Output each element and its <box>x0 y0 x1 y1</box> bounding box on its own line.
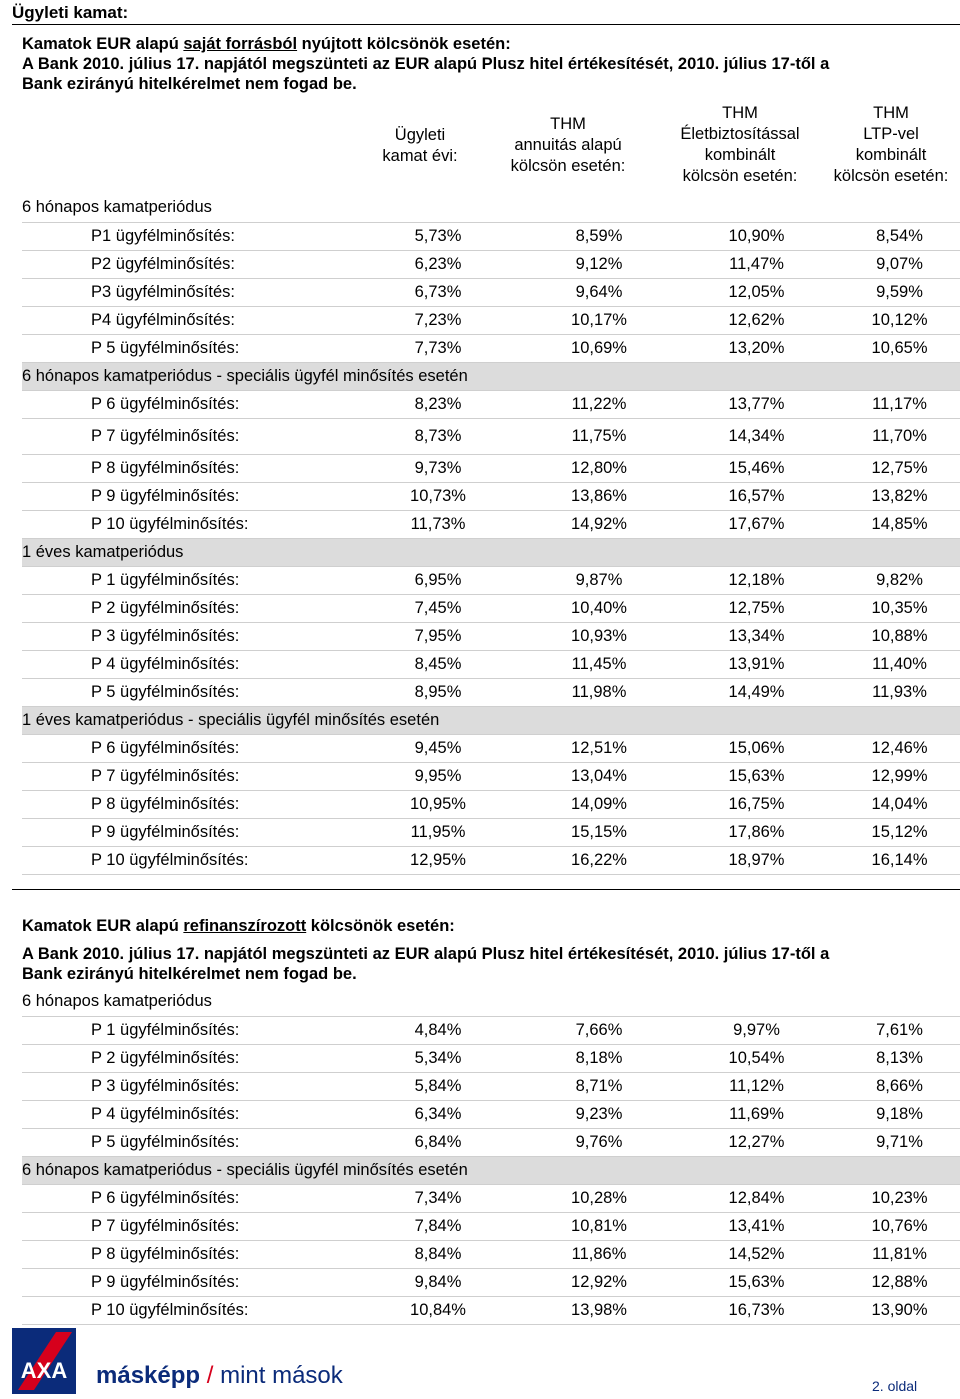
rate-cell: 9,82% <box>839 566 960 594</box>
rate-cell: 15,46% <box>674 454 839 482</box>
rate-cell: 11,75% <box>524 418 674 454</box>
table-row <box>22 1072 960 1100</box>
rating-label: P 10 ügyfélminősítés: <box>22 846 352 874</box>
rate-cell: 10,54% <box>674 1044 839 1072</box>
rate-cell: 10,12% <box>839 306 960 334</box>
table-row <box>22 334 960 362</box>
rate-cell: 6,34% <box>352 1100 524 1128</box>
rate-cell: 17,86% <box>674 818 839 846</box>
rating-label: P2 ügyfélminősítés: <box>22 250 352 278</box>
rate-cell: 7,84% <box>352 1212 524 1240</box>
table-row <box>22 418 960 454</box>
rate-cell: 10,28% <box>524 1184 674 1212</box>
section1-note-line1: A Bank 2010. július 17. napjától megszünteti az EUR alapú Plusz hitel értékesítését, 2010. július 17-től a <box>22 55 830 73</box>
col-header-thm-annuity: THM annuitás alapú kölcsön esetén: <box>510 115 626 175</box>
rate-cell: 9,71% <box>839 1128 960 1156</box>
rate-cell: 16,57% <box>674 482 839 510</box>
rating-label: P1 ügyfélminősítés: <box>22 222 352 250</box>
rate-cell: 14,34% <box>674 418 839 454</box>
rate-cell: 13,91% <box>674 650 839 678</box>
rate-cell: 9,64% <box>524 278 674 306</box>
rating-label: P3 ügyfélminősítés: <box>22 278 352 306</box>
rate-cell: 5,84% <box>352 1072 524 1100</box>
rate-cell: 15,63% <box>674 762 839 790</box>
col-header-interest: Ügyleti kamat évi: <box>382 126 458 165</box>
rate-cell: 11,40% <box>839 650 960 678</box>
rate-cell: 13,04% <box>524 762 674 790</box>
rating-label: P 5 ügyfélminősítés: <box>22 678 352 706</box>
rate-cell: 14,04% <box>839 790 960 818</box>
table-row <box>22 1100 960 1128</box>
section-label: 6 hónapos kamatperiódus - speciális ügyfél minősítés esetén <box>22 1156 960 1184</box>
section-row <box>22 538 960 566</box>
rate-cell: 8,95% <box>352 678 524 706</box>
table-row <box>22 818 960 846</box>
table-row <box>22 790 960 818</box>
rate-cell: 9,87% <box>524 566 674 594</box>
rate-cell: 9,76% <box>524 1128 674 1156</box>
rate-cell: 13,20% <box>674 334 839 362</box>
rating-label: P 8 ügyfélminősítés: <box>22 1240 352 1268</box>
rate-cell: 15,63% <box>674 1268 839 1296</box>
rate-cell: 6,73% <box>352 278 524 306</box>
rating-label: P 5 ügyfélminősítés: <box>22 334 352 362</box>
rating-label: P 5 ügyfélminősítés: <box>22 1128 352 1156</box>
rate-cell: 14,09% <box>524 790 674 818</box>
table-row <box>22 510 960 538</box>
rate-cell: 11,81% <box>839 1240 960 1268</box>
rate-cell: 8,73% <box>352 418 524 454</box>
rate-cell: 14,92% <box>524 510 674 538</box>
table-row <box>22 1128 960 1156</box>
axa-logo <box>12 1328 76 1394</box>
rate-cell: 8,45% <box>352 650 524 678</box>
rate-cell: 18,97% <box>674 846 839 874</box>
rate-cell: 9,59% <box>839 278 960 306</box>
table-row <box>22 678 960 706</box>
rate-cell: 17,67% <box>674 510 839 538</box>
rate-cell: 12,62% <box>674 306 839 334</box>
rate-cell: 12,75% <box>839 454 960 482</box>
rate-cell: 14,52% <box>674 1240 839 1268</box>
rate-cell: 14,49% <box>674 678 839 706</box>
rate-cell: 7,61% <box>839 1016 960 1044</box>
table-row <box>22 390 960 418</box>
table-row <box>22 1296 960 1324</box>
rating-label: P 2 ügyfélminősítés: <box>22 1044 352 1072</box>
table-row <box>22 1268 960 1296</box>
rate-cell: 13,90% <box>839 1296 960 1324</box>
rate-cell: 6,23% <box>352 250 524 278</box>
rate-cell: 6,95% <box>352 566 524 594</box>
rate-cell: 7,66% <box>524 1016 674 1044</box>
table-row <box>22 566 960 594</box>
rate-cell: 10,69% <box>524 334 674 362</box>
rate-cell: 10,35% <box>839 594 960 622</box>
rate-cell: 9,45% <box>352 734 524 762</box>
rating-label: P 3 ügyfélminősítés: <box>22 1072 352 1100</box>
rate-cell: 8,59% <box>524 222 674 250</box>
rating-label: P 1 ügyfélminősítés: <box>22 566 352 594</box>
rate-cell: 11,47% <box>674 250 839 278</box>
rate-cell: 12,05% <box>674 278 839 306</box>
table-row <box>22 306 960 334</box>
rate-cell: 9,97% <box>674 1016 839 1044</box>
table-row <box>22 250 960 278</box>
rates-table-own-funds <box>22 194 960 875</box>
table-row <box>22 482 960 510</box>
rating-label: P 9 ügyfélminősítés: <box>22 1268 352 1296</box>
section2-heading: Kamatok EUR alapú refinanszírozott kölcsönök esetén: <box>22 917 455 935</box>
rate-cell: 5,34% <box>352 1044 524 1072</box>
rate-cell: 16,73% <box>674 1296 839 1324</box>
rate-cell: 11,17% <box>839 390 960 418</box>
rate-cell: 12,84% <box>674 1184 839 1212</box>
rate-cell: 7,95% <box>352 622 524 650</box>
rate-cell: 7,45% <box>352 594 524 622</box>
rate-cell: 12,99% <box>839 762 960 790</box>
rate-cell: 7,73% <box>352 334 524 362</box>
rate-cell: 11,95% <box>352 818 524 846</box>
rate-cell: 12,27% <box>674 1128 839 1156</box>
rate-cell: 13,82% <box>839 482 960 510</box>
rate-cell: 12,80% <box>524 454 674 482</box>
rate-cell: 10,73% <box>352 482 524 510</box>
rate-cell: 12,88% <box>839 1268 960 1296</box>
section1-heading: Kamatok EUR alapú saját forrásból nyújtott kölcsönök esetén: <box>22 35 511 53</box>
page-number: 2. oldal <box>872 1378 918 1394</box>
rate-cell: 12,46% <box>839 734 960 762</box>
rate-cell: 13,86% <box>524 482 674 510</box>
table-row <box>22 222 960 250</box>
rate-cell: 8,66% <box>839 1072 960 1100</box>
slogan: másképp / mint mások <box>96 1362 343 1389</box>
table-row <box>22 1184 960 1212</box>
rate-cell: 15,06% <box>674 734 839 762</box>
rate-cell: 8,84% <box>352 1240 524 1268</box>
table-row <box>22 734 960 762</box>
rating-label: P 10 ügyfélminősítés: <box>22 1296 352 1324</box>
rate-cell: 9,95% <box>352 762 524 790</box>
table-row <box>22 650 960 678</box>
rate-cell: 16,22% <box>524 846 674 874</box>
rate-cell: 12,75% <box>674 594 839 622</box>
rate-cell: 13,34% <box>674 622 839 650</box>
table-row <box>22 1240 960 1268</box>
rate-cell: 10,95% <box>352 790 524 818</box>
rates-table-refinanced <box>22 988 960 1325</box>
rating-label: P 9 ügyfélminősítés: <box>22 482 352 510</box>
svg-text:AXA: AXA <box>20 1358 68 1383</box>
rate-cell: 11,12% <box>674 1072 839 1100</box>
rate-cell: 9,84% <box>352 1268 524 1296</box>
rate-cell: 11,69% <box>674 1100 839 1128</box>
table-row <box>22 846 960 874</box>
rating-label: P 6 ügyfélminősítés: <box>22 1184 352 1212</box>
rate-cell: 8,13% <box>839 1044 960 1072</box>
rate-cell: 9,23% <box>524 1100 674 1128</box>
section-label: 6 hónapos kamatperiódus <box>22 988 960 1016</box>
rating-label: P 1 ügyfélminősítés: <box>22 1016 352 1044</box>
section-label: 1 éves kamatperiódus - speciális ügyfél minősítés esetén <box>22 706 960 734</box>
rate-cell: 11,70% <box>839 418 960 454</box>
rate-cell: 8,71% <box>524 1072 674 1100</box>
col-header-thm-ltp: THM LTP-vel kombinált kölcsön esetén: <box>833 104 949 185</box>
section2-note-line1: A Bank 2010. július 17. napjától megszünteti az EUR alapú Plusz hitel értékesítését, 2010. július 17-től a <box>22 945 830 963</box>
rating-label: P 2 ügyfélminősítés: <box>22 594 352 622</box>
rating-label: P 6 ügyfélminősítés: <box>22 390 352 418</box>
col-header-thm-life: THM Életbiztosítással kombinált kölcsön esetén: <box>680 104 800 185</box>
rate-cell: 10,84% <box>352 1296 524 1324</box>
rate-cell: 10,40% <box>524 594 674 622</box>
rate-cell: 11,73% <box>352 510 524 538</box>
table-row <box>22 1044 960 1072</box>
table-row <box>22 622 960 650</box>
rate-cell: 9,73% <box>352 454 524 482</box>
rate-cell: 9,07% <box>839 250 960 278</box>
rate-cell: 13,77% <box>674 390 839 418</box>
rate-cell: 10,76% <box>839 1212 960 1240</box>
rating-label: P 10 ügyfélminősítés: <box>22 510 352 538</box>
section2-note-line2: Bank ezirányú hitelkérelmet nem fogad be. <box>22 965 357 983</box>
table-row <box>22 1212 960 1240</box>
rate-cell: 11,98% <box>524 678 674 706</box>
rate-cell: 14,85% <box>839 510 960 538</box>
rating-label: P 6 ügyfélminősítés: <box>22 734 352 762</box>
section-label: 6 hónapos kamatperiódus - speciális ügyfél minősítés esetén <box>22 362 960 390</box>
section-row <box>22 362 960 390</box>
rating-label: P 7 ügyfélminősítés: <box>22 762 352 790</box>
section-row <box>22 1156 960 1184</box>
rating-label: P 8 ügyfélminősítés: <box>22 790 352 818</box>
rating-label: P 7 ügyfélminősítés: <box>22 1212 352 1240</box>
rate-cell: 7,23% <box>352 306 524 334</box>
rating-label: P 8 ügyfélminősítés: <box>22 454 352 482</box>
rate-cell: 11,93% <box>839 678 960 706</box>
rate-cell: 16,14% <box>839 846 960 874</box>
rating-label: P 7 ügyfélminősítés: <box>22 418 352 454</box>
rate-cell: 12,92% <box>524 1268 674 1296</box>
section-row <box>22 988 960 1016</box>
rating-label: P 4 ügyfélminősítés: <box>22 650 352 678</box>
rating-label: P 4 ügyfélminősítés: <box>22 1100 352 1128</box>
rate-cell: 8,18% <box>524 1044 674 1072</box>
rate-cell: 8,54% <box>839 222 960 250</box>
rate-cell: 12,51% <box>524 734 674 762</box>
table-row <box>22 454 960 482</box>
rate-cell: 10,81% <box>524 1212 674 1240</box>
rate-cell: 11,86% <box>524 1240 674 1268</box>
section-row <box>22 194 960 222</box>
table-row <box>22 278 960 306</box>
rate-cell: 8,23% <box>352 390 524 418</box>
rate-cell: 15,12% <box>839 818 960 846</box>
section-label: 6 hónapos kamatperiódus <box>22 194 960 222</box>
section-label: 1 éves kamatperiódus <box>22 538 960 566</box>
page-title: Ügyleti kamat: <box>12 3 129 22</box>
rate-cell: 7,34% <box>352 1184 524 1212</box>
rate-cell: 5,73% <box>352 222 524 250</box>
rate-cell: 10,90% <box>674 222 839 250</box>
rate-cell: 11,45% <box>524 650 674 678</box>
section1-note-line2: Bank ezirányú hitelkérelmet nem fogad be. <box>22 75 357 93</box>
rate-cell: 10,88% <box>839 622 960 650</box>
rate-cell: 13,98% <box>524 1296 674 1324</box>
rate-cell: 16,75% <box>674 790 839 818</box>
rate-cell: 13,41% <box>674 1212 839 1240</box>
rate-cell: 12,18% <box>674 566 839 594</box>
rating-label: P 3 ügyfélminősítés: <box>22 622 352 650</box>
rate-cell: 4,84% <box>352 1016 524 1044</box>
rate-cell: 10,65% <box>839 334 960 362</box>
rate-cell: 6,84% <box>352 1128 524 1156</box>
rating-label: P4 ügyfélminősítés: <box>22 306 352 334</box>
rate-cell: 11,22% <box>524 390 674 418</box>
rating-label: P 9 ügyfélminősítés: <box>22 818 352 846</box>
table-row <box>22 1016 960 1044</box>
rate-cell: 9,18% <box>839 1100 960 1128</box>
rate-cell: 10,93% <box>524 622 674 650</box>
rate-cell: 9,12% <box>524 250 674 278</box>
table-row <box>22 762 960 790</box>
table-row <box>22 594 960 622</box>
rate-cell: 10,17% <box>524 306 674 334</box>
rate-cell: 15,15% <box>524 818 674 846</box>
rate-cell: 12,95% <box>352 846 524 874</box>
rate-cell: 10,23% <box>839 1184 960 1212</box>
section-row <box>22 706 960 734</box>
